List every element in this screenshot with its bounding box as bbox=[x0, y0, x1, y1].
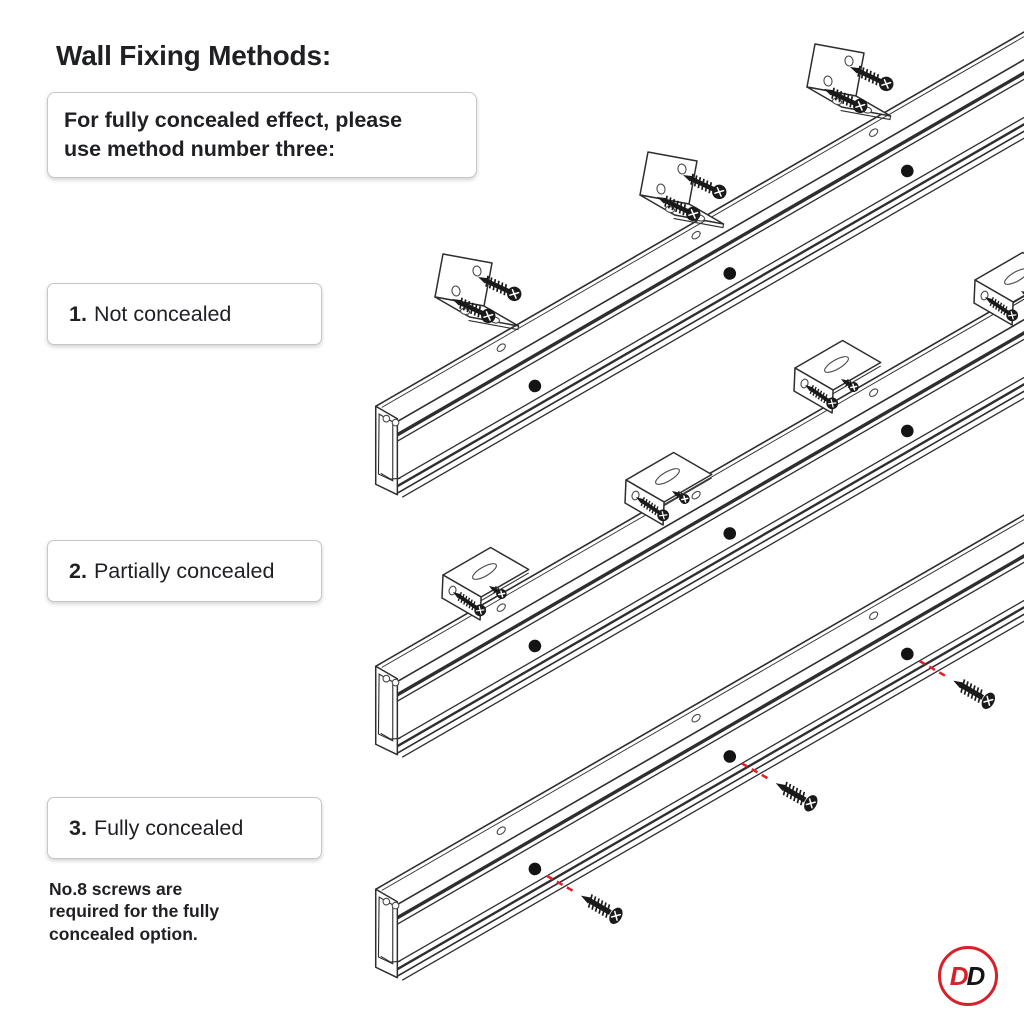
screw-path-dashed-line bbox=[919, 653, 947, 685]
note-line: concealed option. bbox=[49, 923, 198, 944]
method-number: 2. bbox=[69, 558, 87, 583]
screws-note bbox=[49, 878, 254, 945]
l-bracket-icon bbox=[640, 152, 729, 228]
clamp-bracket-icon bbox=[442, 548, 529, 621]
method-3-label-box bbox=[47, 797, 322, 859]
method-label: Partially concealed bbox=[93, 558, 275, 583]
concealed-screw-icon bbox=[576, 888, 625, 926]
method-1-label-box bbox=[47, 283, 322, 345]
page-title: Wall Fixing Methods: bbox=[56, 40, 331, 71]
info-box bbox=[47, 92, 477, 178]
clamp-bracket-icon bbox=[794, 341, 881, 414]
concealed-screw-icon bbox=[949, 673, 998, 711]
method-label: Fully concealed bbox=[93, 815, 244, 840]
concealed-screw-icon bbox=[771, 775, 820, 813]
info-line: use method number three: bbox=[64, 137, 336, 162]
dd-brand-logo bbox=[938, 946, 998, 1006]
concealed-screws bbox=[547, 636, 1002, 944]
info-line: For fully concealed effect, please bbox=[64, 108, 403, 132]
logo-letter: D bbox=[966, 960, 984, 991]
note-line: No.8 screws are bbox=[49, 879, 183, 899]
method-number: 1. bbox=[69, 301, 87, 326]
screw-path-dashed-line bbox=[547, 868, 575, 900]
rail-method-2 bbox=[342, 272, 1024, 765]
clamp-bracket-icon bbox=[974, 253, 1024, 326]
l-bracket-icon bbox=[807, 44, 896, 120]
method-number: 3. bbox=[69, 815, 87, 840]
note-line: required for the fully bbox=[49, 901, 220, 922]
screw-path-dashed-line bbox=[742, 755, 770, 787]
method-label: Not concealed bbox=[93, 301, 232, 326]
logo-letter: D bbox=[949, 960, 967, 991]
l-bracket-icon bbox=[435, 254, 524, 330]
method-2-label-box bbox=[47, 540, 322, 602]
